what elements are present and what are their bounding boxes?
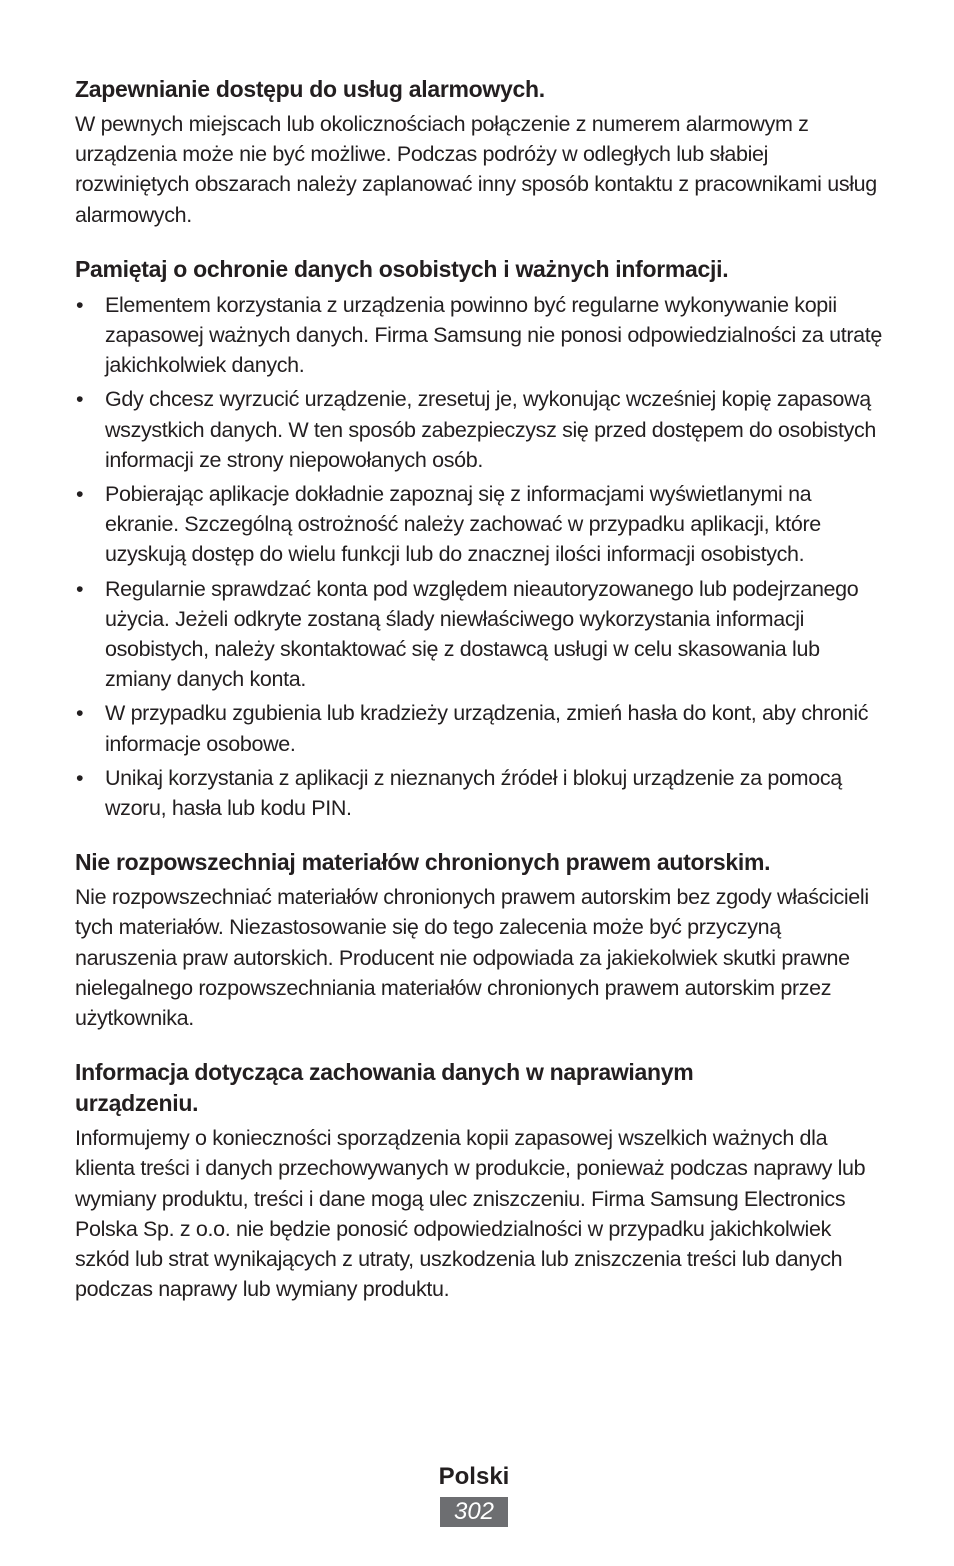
section-personal-data (75, 254, 885, 823)
section-repair-data (75, 1057, 885, 1304)
document-content (75, 74, 885, 1329)
section-heading: Informacja dotycząca zachowania danych w naprawianym urządzeniu. (75, 1059, 694, 1117)
footer-language: Polski (438, 1463, 510, 1490)
section-heading: Zapewnianie dostępu do usług alarmowych. (75, 76, 545, 102)
list-item (75, 698, 885, 758)
section-body: Informujemy o konieczności sporządzenia kopii zapasowej wszelkich ważnych dla klienta treści i danych przechowywanych w produkcie, ponieważ podczas naprawy lub wymiany produktu, treści i dane mogą ulec zniszczeniu. Firma Samsung Electronics Polska Sp. z o.o. nie będzie ponosić odpowiedzialności w przypadku jakichkolwiek szkód lub strat wynikających z utraty, uszkodzenia lub zniszczenia treści lub danych podczas naprawy lub wymiany produktu. (75, 1126, 866, 1302)
bullet-icon: • (76, 701, 84, 726)
list-item-text: W przypadku zgubienia lub kradzieży urządzenia, zmień hasła do kont, aby chronić informacje osobowe. (105, 701, 869, 756)
list-item-text: Regularnie sprawdzać konta pod względem nieautoryzowanego lub podejrzanego użycia. Jeżeli odkryte zostaną ślady niewłaściwego wykorzystania informacji osobistych, należy skontaktować się z dostawcą usługi w celu skasowania lub zmiany danych konta. (105, 576, 859, 692)
section-body: W pewnych miejscach lub okolicznościach połączenie z numerem alarmowym z urządzenia może nie być możliwe. Podczas podróży w odległych lub słabiej rozwiniętych obszarach należy zaplanować inny sposób kontaktu z pracownikami usług alarmowych. (75, 112, 877, 227)
bullet-icon: • (76, 482, 84, 507)
section-heading: Nie rozpowszechniaj materiałów chronionych prawem autorskim. (75, 849, 771, 876)
section-heading: Pamiętaj o ochronie danych osobistych i ważnych informacji. (75, 255, 729, 282)
bullet-icon: • (76, 576, 84, 601)
section-body: Nie rozpowszechniać materiałów chronionych prawem autorskim bez zgody właścicieli tych materiałów. Niezastosowanie się do tego zalecenia może być przyczyną naruszenia praw autorskich. Producent nie odpowiada za jakiekolwiek skutki prawne nielegalnego rozpowszechniania materiałów chronionych prawem autorskim przez użytkownika. (75, 885, 869, 1031)
list-item-text: Gdy chcesz wyrzucić urządzenie, zresetuj je, wykonując wcześniej kopię zapasową wszystkich danych. W ten sposób zabezpieczysz się przed dostępem do osobistych informacji ze strony niepowołanych osób. (105, 387, 876, 472)
list-item-text: Unikaj korzystania z aplikacji z nieznanych źródeł i blokuj urządzenie za pomocą wzoru, hasła lub kodu PIN. (105, 765, 842, 821)
list-item-text: Pobierając aplikacje dokładnie zapoznaj się z informacjami wyświetlanymi na ekranie. Szczególną ostrożność należy zachować w przypadku aplikacji, które uzyskują dostęp do wielu funkcji lub do znacznej ilości informacji osobistych. (105, 482, 821, 567)
bullet-icon: • (76, 387, 84, 412)
list-item (75, 574, 885, 695)
bullet-icon: • (76, 292, 84, 317)
bullet-icon: • (76, 765, 84, 790)
bullet-list (75, 290, 885, 823)
list-item (75, 384, 885, 475)
list-item (75, 290, 885, 381)
page-number: 302 (440, 1497, 508, 1527)
section-emergency-services (75, 74, 885, 230)
list-item (75, 479, 885, 570)
section-copyright (75, 847, 885, 1033)
list-item (75, 763, 885, 823)
page-footer (0, 1462, 954, 1527)
list-item-text: Elementem korzystania z urządzenia powinno być regularne wykonywanie kopii zapasowej ważnych danych. Firma Samsung nie ponosi odpowiedzialności za utratę jakichkolwiek danych. (105, 292, 882, 378)
